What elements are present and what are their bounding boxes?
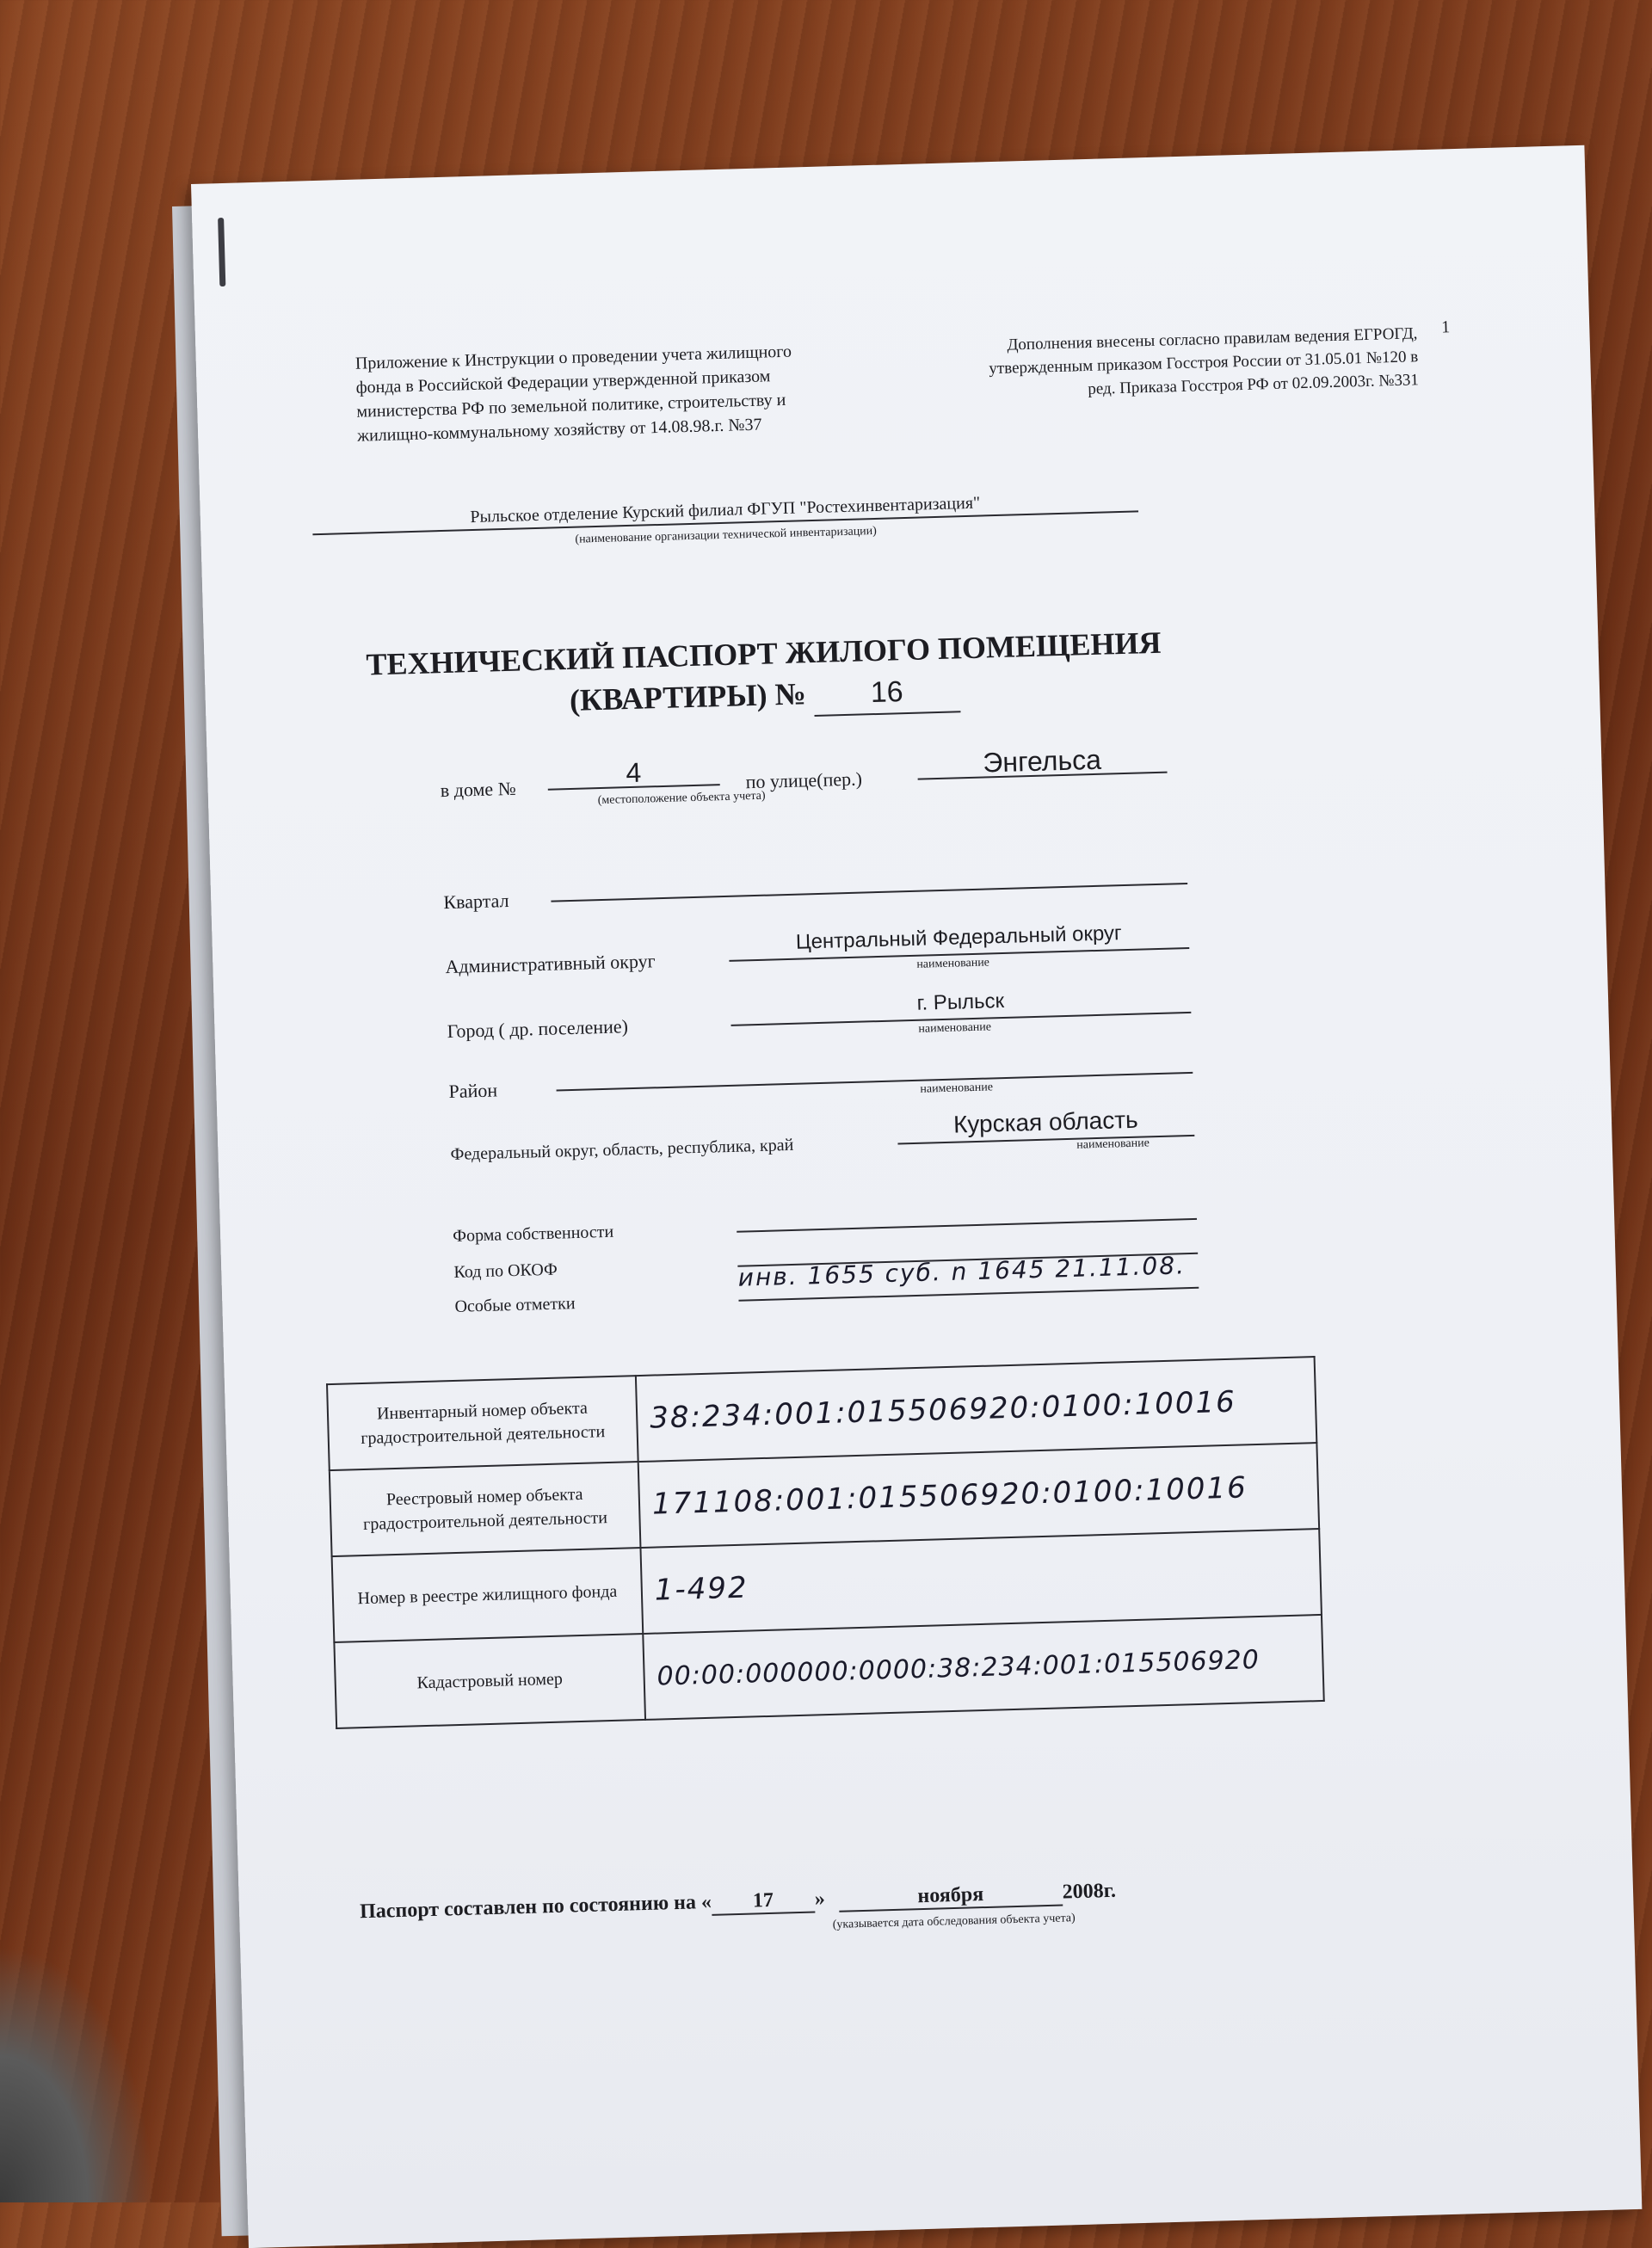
passport-date-caption: (указывается дата обследования объекта учета) xyxy=(832,1912,1076,1931)
organization-caption: (наименование организации технической инвентаризации) xyxy=(575,524,878,546)
cadastral-number-label: Кадастровый номер xyxy=(334,1634,645,1728)
location-caption: (местоположение объекта учета) xyxy=(597,789,766,808)
city-label: Город ( др. поселение) xyxy=(447,1015,629,1043)
organization-name: Рыльское отделение Курский филиал ФГУП "Ростехинвентаризация" xyxy=(312,489,1138,535)
city-value: г. Рыльск xyxy=(916,989,1005,1015)
title-apartment-label: (КВАРТИРЫ) № xyxy=(569,676,807,718)
ownership-label: Форма собственности xyxy=(452,1222,614,1246)
passport-close-quote: » xyxy=(814,1888,826,1911)
notes-value: инв. 1655 суб. n 1645 21.11.08. xyxy=(737,1251,1187,1292)
document-page xyxy=(191,145,1642,2248)
registry-number-value: 171108:001:015506920:0100:10016 xyxy=(638,1443,1319,1548)
region-label: Федеральный округ, область, республика, край xyxy=(450,1135,794,1165)
street-name: Энгельса xyxy=(982,743,1102,779)
quarter-label: Квартал xyxy=(443,890,509,914)
okof-label: Код по ОКОФ xyxy=(453,1259,558,1282)
inventory-number-value: 38:234:001:015506920:0100:10016 xyxy=(636,1357,1316,1462)
title-line-1: ТЕХНИЧЕСКИЙ ПАСПОРТ ЖИЛОГО ПОМЕЩЕНИЯ xyxy=(366,625,1162,682)
district-line xyxy=(556,1043,1193,1092)
passport-day: 17 xyxy=(712,1888,816,1916)
document-title xyxy=(290,619,1238,731)
apartment-number: 16 xyxy=(813,669,960,717)
admin-district-value: Центральный Федеральный округ xyxy=(795,921,1123,954)
page-number: 1 xyxy=(1440,317,1451,337)
passport-date-label: Паспорт составлен по состоянию на « xyxy=(359,1890,712,1924)
city-caption: наименование xyxy=(918,1020,992,1036)
house-label: в доме № xyxy=(440,777,516,802)
registry-number-label: Реестровый номер объекта градостроительной деятельности xyxy=(330,1462,641,1556)
inventory-number-label: Инвентарный номер объекта градостроительной деятельности xyxy=(327,1376,638,1470)
street-label: по улице(пер.) xyxy=(745,767,863,793)
header-left-note: Приложение к Инструкции о проведении учета жилищного фонда в Российской Федерации утвержденной приказом министерства РФ по земельной политике, строительству и жилищно-коммунальному хозяйству от 14.08.98.г. №37 xyxy=(354,342,792,446)
housing-registry-value: 1-492 xyxy=(640,1529,1321,1634)
region-value: Курская область xyxy=(952,1106,1139,1138)
district-label: Район xyxy=(448,1079,498,1103)
housing-registry-label: Номер в реестре жилищного фонда xyxy=(332,1548,644,1642)
notes-label: Особые отметки xyxy=(454,1294,576,1316)
passport-year: 2008г. xyxy=(1062,1879,1117,1904)
house-number: 4 xyxy=(625,756,642,789)
admin-district-label: Административный округ xyxy=(445,950,656,978)
passport-month: ноября xyxy=(838,1882,1063,1912)
staple-mark xyxy=(218,218,225,286)
cadastral-number-value: 00:00:000000:0000:38:234:001:015506920 xyxy=(643,1615,1323,1720)
quarter-line xyxy=(550,853,1187,902)
region-caption: наименование xyxy=(1076,1136,1150,1152)
admin-district-caption: наименование xyxy=(916,956,990,971)
header-right-note: Дополнения внесены согласно правилам ведения ЕГРОГД, утвержденным приказом Госстроя России от 31.05.01 №120 в ред. Приказа Госстроя РФ от 02.09.2003г. №331 xyxy=(989,324,1420,398)
background-shadow xyxy=(0,1944,155,2202)
registry-table xyxy=(326,1356,1325,1729)
district-caption: наименование xyxy=(920,1081,994,1096)
